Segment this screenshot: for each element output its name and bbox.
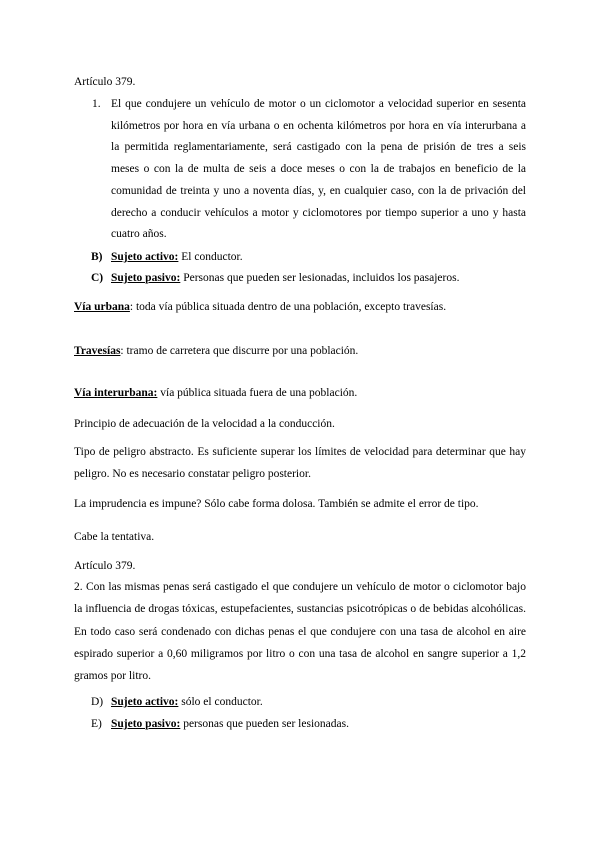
- def-via-interurbana: Vía interurbana: vía pública situada fuera de una población.: [74, 387, 358, 399]
- list-text-c: Sujeto pasivo: Personas que pueden ser lesionadas, incluidos los pasajeros.: [111, 272, 460, 284]
- def-via-urbana: Vía urbana: toda vía pública situada dentro de una población, excepto travesías.: [74, 301, 447, 313]
- note-peligro: Tipo de peligro abstracto. Es suficiente superar los límites de velocidad para determinar que hay peligro. No es necesario constatar peligro posterior.: [74, 446, 526, 480]
- list-label-d: D): [91, 696, 104, 708]
- article-1-heading: Artículo 379.: [74, 76, 136, 88]
- def-travesias: Travesías: tramo de carretera que discurre por una población.: [74, 345, 359, 357]
- list-label-e: E): [91, 718, 102, 730]
- list-text-d: Sujeto activo: sólo el conductor.: [111, 696, 263, 708]
- list-label-c: C): [91, 272, 104, 284]
- list-text-b: Sujeto activo: El conductor.: [111, 251, 243, 263]
- list-text-e: Sujeto pasivo: personas que pueden ser lesionadas.: [111, 718, 349, 730]
- term-sujeto-activo-2: Sujeto activo:: [111, 696, 179, 708]
- term-sujeto-pasivo-2: Sujeto pasivo:: [111, 718, 181, 730]
- article-2-heading: Artículo 379.: [74, 560, 136, 572]
- article-2-text: 2. Con las mismas penas será castigado el que condujere un vehículo de motor o ciclomotor bajo la influencia de drogas tóxicas, estupefacientes, sustancias psicotrópicas o de bebidas alcohólicas. En todo caso será condenado con dichas penas el que condujere con una tasa de alcohol en aire espirado superior a 0,60 miligramos por litro o con una tasa de alcohol en sangre superior a 1,2 gramos por litro.: [74, 581, 526, 683]
- list-label-b: B): [91, 251, 103, 263]
- term-sujeto-pasivo: Sujeto pasivo:: [111, 272, 181, 284]
- article-1-item-text: El que condujere un vehículo de motor o un ciclomotor a velocidad superior en sesenta kilómetros por hora en vía urbana o en ochenta kilómetros por hora en vía interurbana a la permitida reglamentariamente, será castigado con la pena de prisión de tres a seis meses o con la de multa de seis a doce meses o con la de trabajos en beneficio de la comunidad de treinta y uno a noventa días, y, en cualquier caso, con la de privación del derecho a conducir vehículos a motor y ciclomotores por tiempo superior a uno y hasta cuatro años.: [111, 98, 526, 241]
- note-imprudencia: La imprudencia es impune? Sólo cabe forma dolosa. También se admite el error de tipo.: [74, 498, 479, 510]
- item-number-1: 1.: [92, 98, 101, 110]
- term-sujeto-activo: Sujeto activo:: [111, 251, 179, 263]
- note-principio: Principio de adecuación de la velocidad a la conducción.: [74, 418, 335, 430]
- note-tentativa: Cabe la tentativa.: [74, 531, 155, 543]
